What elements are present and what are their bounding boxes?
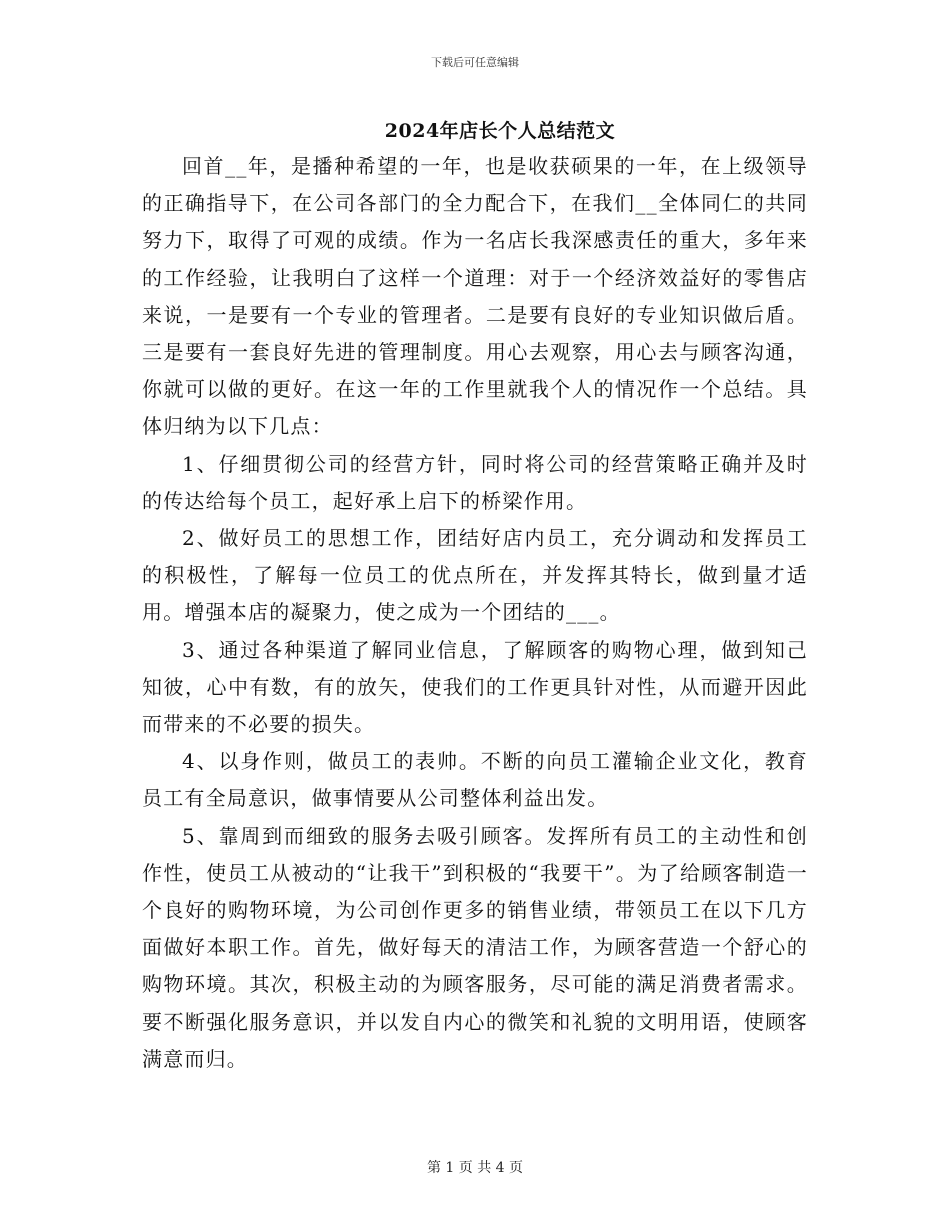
page-number: 第 1 页 共 4 页 (426, 1160, 524, 1176)
paragraph-point-1: 1、仔细贯彻公司的经营方针，同时将公司的经营策略正确并及时的传达给每个员工，起好承上启下的桥梁作用。 (142, 451, 808, 513)
document-title: 2024年店长个人总结范文 (384, 120, 616, 142)
paragraph-intro: 回首__年，是播种希望的一年，也是收获硕果的一年，在上级领导的正确指导下，在公司各部门的全力配合下，在我们__全体同仁的共同努力下，取得了可观的成绩。作为一名店长我深感责任的重大，多年来的工作经验，让我明白了这样一个道理：对于一个经济效益好的零售店来说，一是要有一个专业的管理者。二是要有良好的专业知识做后盾。三是要有一套良好先进的管理制度。用心去观察，用心去与顾客沟通，你就可以做的更好。在这一年的工作里就我个人的情况作一个总结。具体归纳为以下几点： (142, 154, 808, 439)
document-body (142, 148, 808, 1078)
header-note: 下载后可任意编辑 (431, 56, 519, 69)
paragraph-point-2: 2、做好员工的思想工作，团结好店内员工，充分调动和发挥员工的积极性，了解每一位员工的优点所在，并发挥其特长，做到量才适用。增强本店的凝聚力，使之成为一个团结的___。 (142, 526, 808, 625)
paragraph-point-3: 3、通过各种渠道了解同业信息，了解顾客的购物心理，做到知己知彼，心中有数，有的放矢，使我们的工作更具针对性，从而避开因此而带来的不必要的损失。 (142, 637, 808, 737)
paragraph-point-5: 5、靠周到而细致的服务去吸引顾客。发挥所有员工的主动性和创作性，使员工从被动的“让我干”到积极的“我要干”。为了给顾客制造一个良好的购物环境，为公司创作更多的销售业绩，带领员工在以下几方面做好本职工作。首先，做好每天的清洁工作，为顾客营造一个舒心的购物环境。其次，积极主动的为顾客服务，尽可能的满足消费者需求。要不断强化服务意识，并以发自内心的微笑和礼貌的文明用语，使顾客满意而归。 (142, 823, 808, 1071)
paragraph-point-4: 4、以身作则，做员工的表帅。不断的向员工灌输企业文化，教育员工有全局意识，做事情要从公司整体利益出发。 (142, 749, 808, 811)
